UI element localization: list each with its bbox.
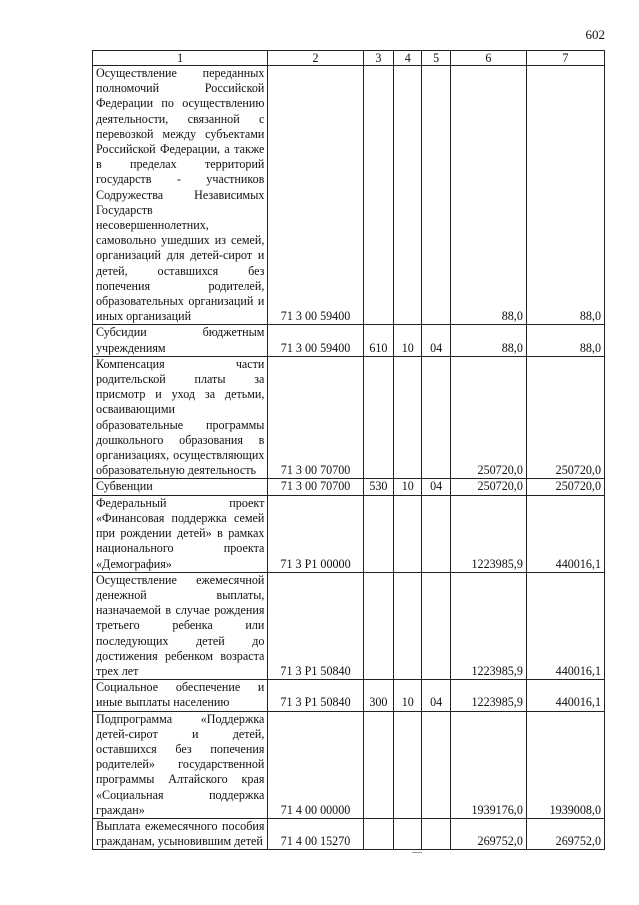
- table-row: [93, 479, 605, 495]
- row-c3: [363, 572, 393, 679]
- row-c3: [363, 66, 393, 325]
- table-row: [93, 356, 605, 479]
- row-c7: 1939008,0: [526, 711, 604, 818]
- row-c3: 530: [363, 479, 393, 495]
- row-code: 71 3 00 59400: [268, 66, 363, 325]
- row-code: 71 3 00 70700: [268, 356, 363, 479]
- row-c6: 88,0: [450, 66, 526, 325]
- row-c5: [422, 711, 450, 818]
- column-header: 2: [268, 51, 363, 66]
- row-code: 71 4 00 00000: [268, 711, 363, 818]
- row-c3: [363, 356, 393, 479]
- column-header: 3: [363, 51, 393, 66]
- row-c6: 1223985,9: [450, 495, 526, 572]
- row-c6: 88,0: [450, 325, 526, 356]
- row-c4: [394, 66, 422, 325]
- row-c4: [394, 711, 422, 818]
- row-code: 71 3 P1 50840: [268, 680, 363, 711]
- row-c3: [363, 711, 393, 818]
- table-row: [93, 711, 605, 818]
- row-c7: 440016,1: [526, 680, 604, 711]
- column-header: 4: [394, 51, 422, 66]
- row-c5: 04: [422, 325, 450, 356]
- row-c4: [394, 572, 422, 679]
- row-name: Подпрограмма «Поддержка детей-сирот и детей, оставшихся без попечения родителей» государственной программы Алтайского края «Социальная поддержка граждан»: [93, 711, 268, 818]
- row-name: Осуществление переданных полномочий Российской Федерации по осуществлению деятельности, связанной с перевозкой между субъектами Российской Федерации, а также в пределах территорий государств - участников Содружества Независимых Государств несовершеннолетних, самовольно ушедших из семей, организаций для детей-сирот и детей, оставшихся без попечения родителей, образовательных организаций и иных организаций: [93, 66, 268, 325]
- row-code: 71 4 00 15270: [268, 818, 363, 849]
- row-c3: 610: [363, 325, 393, 356]
- row-name: Субсидии бюджетным учреждениям: [93, 325, 268, 356]
- row-c6: 1223985,9: [450, 680, 526, 711]
- row-c4: 10: [394, 479, 422, 495]
- row-c6: 250720,0: [450, 356, 526, 479]
- row-c5: [422, 356, 450, 479]
- table-row: [93, 66, 605, 325]
- column-header: 7: [526, 51, 604, 66]
- row-c7: 250720,0: [526, 479, 604, 495]
- table-row: [93, 572, 605, 679]
- row-name: Осуществление ежемесячной денежной выплаты, назначаемой в случае рождения третьего ребенка или последующих детей до достижения ребенком возраста трех лет: [93, 572, 268, 679]
- row-c7: 88,0: [526, 66, 604, 325]
- row-c5: [422, 572, 450, 679]
- row-c3: [363, 818, 393, 849]
- column-header: 6: [450, 51, 526, 66]
- row-c5: [422, 66, 450, 325]
- row-c5: 04: [422, 479, 450, 495]
- row-c7: 250720,0: [526, 356, 604, 479]
- row-code: 71 3 00 70700: [268, 479, 363, 495]
- page-number: 602: [585, 27, 605, 42]
- row-c6: 269752,0: [450, 818, 526, 849]
- column-header: 5: [422, 51, 450, 66]
- row-name: Социальное обеспечение и иные выплаты населению: [93, 680, 268, 711]
- row-c5: [422, 495, 450, 572]
- row-name: Компенсация части родительской платы за присмотр и уход за детьми, осваивающими образовательные программы дошкольного образования в организациях, осуществляющих образовательную деятельность: [93, 356, 268, 479]
- row-c4: [394, 356, 422, 479]
- row-c6: 1223985,9: [450, 572, 526, 679]
- row-c4: [394, 495, 422, 572]
- table-row: [93, 325, 605, 356]
- row-c5: [422, 818, 450, 849]
- row-c7: 440016,1: [526, 572, 604, 679]
- table-header: [93, 51, 605, 66]
- row-c4: [394, 818, 422, 849]
- table-row: [93, 680, 605, 711]
- row-c7: 440016,1: [526, 495, 604, 572]
- row-code: 71 3 P1 00000: [268, 495, 363, 572]
- row-name: Субвенции: [93, 479, 268, 495]
- row-code: 71 3 P1 50840: [268, 572, 363, 679]
- scan-mark: [412, 852, 422, 853]
- row-code: 71 3 00 59400: [268, 325, 363, 356]
- row-name: Федеральный проект «Финансовая поддержка семей при рождении детей» в рамках национального проекта «Демография»: [93, 495, 268, 572]
- table-row: [93, 495, 605, 572]
- row-c5: 04: [422, 680, 450, 711]
- budget-table: [92, 50, 605, 850]
- row-c6: 250720,0: [450, 479, 526, 495]
- row-name: Выплата ежемесячного пособия гражданам, усыновившим детей: [93, 818, 268, 849]
- column-header: 1: [93, 51, 268, 66]
- row-c7: 88,0: [526, 325, 604, 356]
- row-c6: 1939176,0: [450, 711, 526, 818]
- row-c4: 10: [394, 325, 422, 356]
- table-row: [93, 818, 605, 849]
- row-c4: 10: [394, 680, 422, 711]
- row-c7: 269752,0: [526, 818, 604, 849]
- row-c3: [363, 495, 393, 572]
- row-c3: 300: [363, 680, 393, 711]
